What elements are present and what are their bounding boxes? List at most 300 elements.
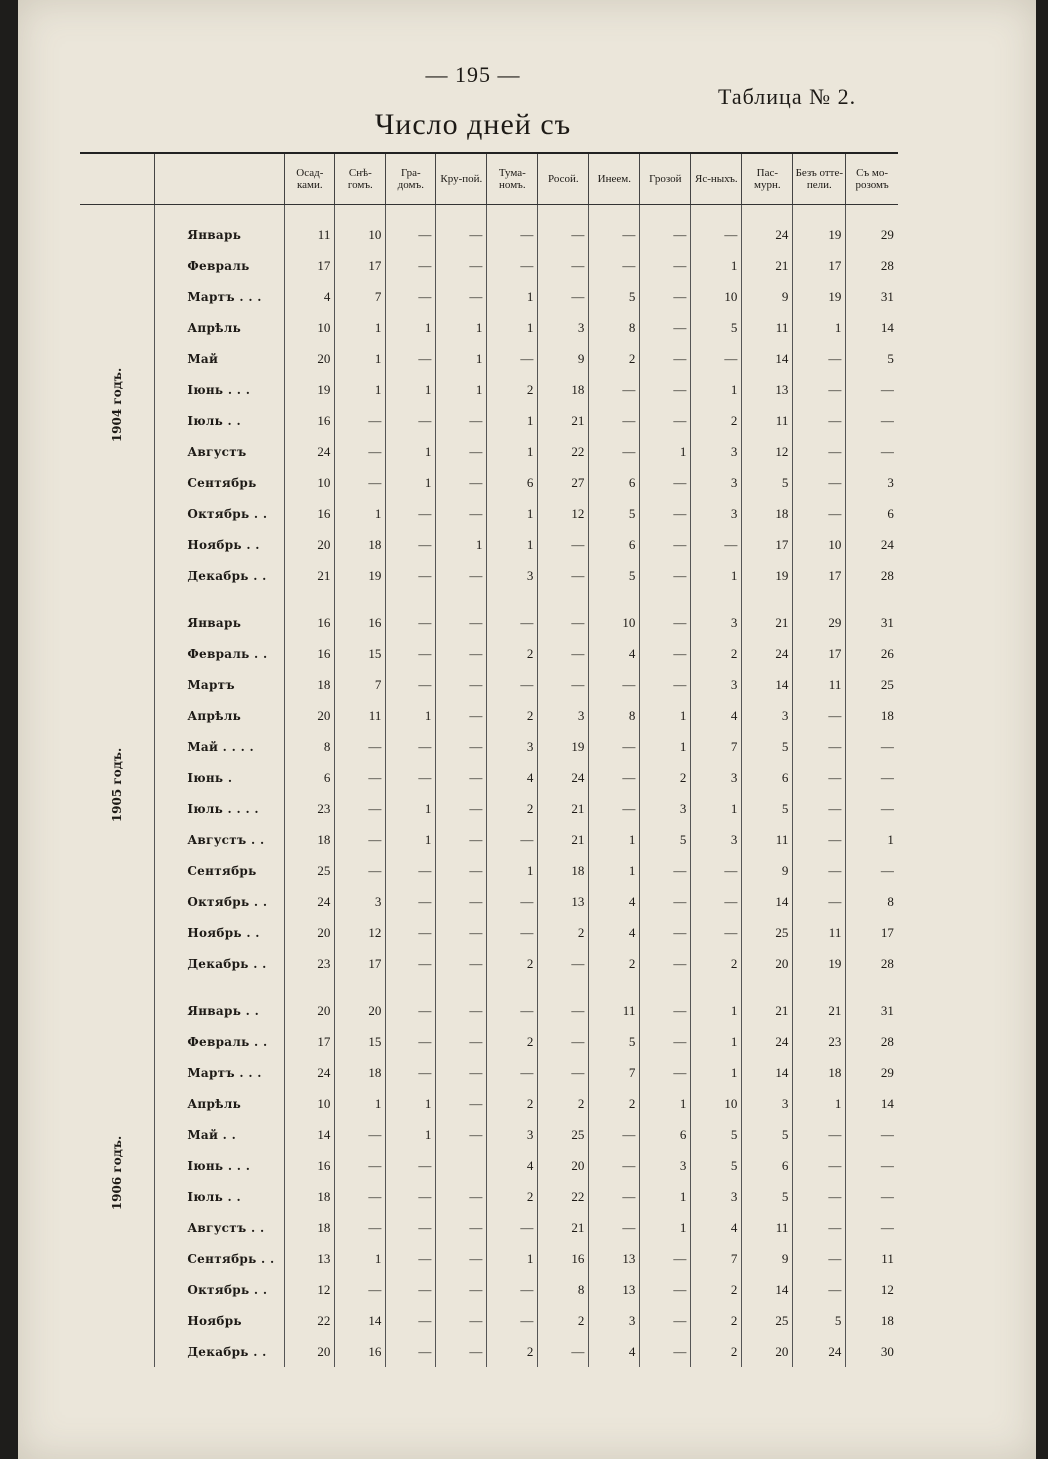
- value-cell: —: [846, 1150, 898, 1181]
- value-cell: 5: [846, 343, 898, 374]
- value-cell: 21: [538, 405, 589, 436]
- value-cell: —: [335, 436, 386, 467]
- value-cell: —: [487, 343, 538, 374]
- value-cell: —: [538, 529, 589, 560]
- value-cell: —: [793, 1243, 846, 1274]
- value-cell: —: [589, 1212, 640, 1243]
- value-cell: —: [846, 762, 898, 793]
- value-cell: 3: [487, 731, 538, 762]
- value-cell: 19: [793, 281, 846, 312]
- value-cell: —: [589, 205, 640, 251]
- value-cell: 17: [846, 917, 898, 948]
- value-cell: —: [487, 591, 538, 638]
- value-cell: —: [538, 205, 589, 251]
- value-cell: 2: [487, 948, 538, 979]
- value-cell: —: [436, 886, 487, 917]
- value-cell: 24: [742, 205, 793, 251]
- value-cell: —: [436, 560, 487, 591]
- value-cell: —: [386, 1243, 436, 1274]
- column-header: Инеем.: [589, 153, 640, 205]
- table-row: [80, 205, 898, 251]
- value-cell: —: [538, 669, 589, 700]
- value-cell: —: [386, 1057, 436, 1088]
- value-cell: —: [436, 436, 487, 467]
- value-cell: 14: [742, 1057, 793, 1088]
- month-cell: Декабрь . .: [155, 948, 285, 979]
- value-cell: 1: [846, 824, 898, 855]
- value-cell: 1: [386, 793, 436, 824]
- column-header: Гра-домъ.: [386, 153, 436, 205]
- value-cell: 19: [538, 731, 589, 762]
- month-cell: Ноябрь: [155, 1305, 285, 1336]
- table-row: [80, 979, 898, 1026]
- value-cell: 3: [691, 824, 742, 855]
- table-row: [80, 1119, 898, 1150]
- value-cell: 16: [285, 498, 335, 529]
- table-row: [80, 312, 898, 343]
- value-cell: —: [335, 405, 386, 436]
- month-cell: Февраль . .: [155, 638, 285, 669]
- value-cell: 19: [335, 560, 386, 591]
- header-row: [80, 153, 898, 205]
- value-cell: —: [538, 1026, 589, 1057]
- value-cell: —: [589, 250, 640, 281]
- value-cell: 21: [742, 591, 793, 638]
- table-body: [80, 205, 898, 1368]
- value-cell: —: [386, 731, 436, 762]
- value-cell: 20: [742, 1336, 793, 1367]
- value-cell: 17: [793, 638, 846, 669]
- value-cell: 18: [285, 1181, 335, 1212]
- value-cell: 11: [589, 979, 640, 1026]
- table-row: [80, 591, 898, 638]
- value-cell: 16: [285, 638, 335, 669]
- value-cell: —: [589, 669, 640, 700]
- value-cell: 2: [487, 793, 538, 824]
- value-cell: —: [691, 205, 742, 251]
- value-cell: 21: [742, 979, 793, 1026]
- month-cell: Іюль . . . .: [155, 793, 285, 824]
- value-cell: 20: [742, 948, 793, 979]
- value-cell: —: [487, 250, 538, 281]
- value-cell: 17: [335, 250, 386, 281]
- value-cell: 1: [436, 529, 487, 560]
- value-cell: —: [640, 1026, 691, 1057]
- value-cell: 29: [846, 205, 898, 251]
- value-cell: 2: [487, 1181, 538, 1212]
- year-label: 1906 годъ.: [110, 1135, 125, 1211]
- value-cell: 5: [640, 824, 691, 855]
- table-row: [80, 1057, 898, 1088]
- table-row: [80, 498, 898, 529]
- page-title: Число дней съ: [374, 108, 572, 141]
- value-cell: 3: [691, 498, 742, 529]
- value-cell: —: [691, 855, 742, 886]
- month-cell: Апрѣль: [155, 700, 285, 731]
- value-cell: 5: [691, 312, 742, 343]
- value-cell: 1: [691, 560, 742, 591]
- value-cell: 20: [285, 979, 335, 1026]
- value-cell: 7: [589, 1057, 640, 1088]
- value-cell: 20: [285, 1336, 335, 1367]
- value-cell: 5: [589, 1026, 640, 1057]
- value-cell: —: [691, 343, 742, 374]
- value-cell: 6: [846, 498, 898, 529]
- value-cell: 6: [285, 762, 335, 793]
- value-cell: 31: [846, 281, 898, 312]
- value-cell: 3: [335, 886, 386, 917]
- value-cell: —: [436, 1119, 487, 1150]
- value-cell: —: [691, 886, 742, 917]
- value-cell: 16: [285, 591, 335, 638]
- value-cell: —: [589, 405, 640, 436]
- table-row: [80, 824, 898, 855]
- value-cell: —: [386, 638, 436, 669]
- value-cell: 24: [285, 1057, 335, 1088]
- value-cell: 22: [538, 1181, 589, 1212]
- value-cell: —: [691, 917, 742, 948]
- value-cell: 1: [436, 343, 487, 374]
- value-cell: —: [386, 498, 436, 529]
- month-cell: Мартъ . . .: [155, 281, 285, 312]
- value-cell: 24: [285, 436, 335, 467]
- value-cell: —: [386, 1150, 436, 1181]
- table-row: [80, 1243, 898, 1274]
- value-cell: —: [589, 436, 640, 467]
- value-cell: 20: [538, 1150, 589, 1181]
- value-cell: —: [335, 1181, 386, 1212]
- value-cell: —: [386, 669, 436, 700]
- value-cell: 18: [846, 700, 898, 731]
- value-cell: 2: [691, 405, 742, 436]
- month-cell: Ноябрь . .: [155, 917, 285, 948]
- column-header: Съ мо-розомъ: [846, 153, 898, 205]
- value-cell: 5: [589, 281, 640, 312]
- value-cell: —: [386, 917, 436, 948]
- value-cell: 31: [846, 979, 898, 1026]
- value-cell: —: [589, 731, 640, 762]
- value-cell: 8: [589, 700, 640, 731]
- table-row: [80, 948, 898, 979]
- value-cell: 18: [285, 669, 335, 700]
- value-cell: 4: [487, 1150, 538, 1181]
- value-cell: —: [640, 638, 691, 669]
- value-cell: 1: [436, 374, 487, 405]
- value-cell: 1: [640, 700, 691, 731]
- value-cell: 4: [589, 886, 640, 917]
- table-row: [80, 700, 898, 731]
- value-cell: —: [846, 436, 898, 467]
- value-cell: 8: [589, 312, 640, 343]
- value-cell: [436, 1150, 487, 1181]
- table-row: [80, 467, 898, 498]
- value-cell: —: [335, 1274, 386, 1305]
- value-cell: 21: [742, 250, 793, 281]
- month-cell: Мартъ . . .: [155, 1057, 285, 1088]
- value-cell: 5: [691, 1150, 742, 1181]
- value-cell: —: [538, 591, 589, 638]
- column-header: Снѣ-гомъ.: [335, 153, 386, 205]
- value-cell: 14: [846, 312, 898, 343]
- value-cell: 11: [335, 700, 386, 731]
- column-header: Осад-ками.: [285, 153, 335, 205]
- value-cell: 18: [793, 1057, 846, 1088]
- value-cell: —: [640, 855, 691, 886]
- value-cell: 17: [793, 560, 846, 591]
- month-cell: Февраль: [155, 250, 285, 281]
- column-header: Кру-пой.: [436, 153, 487, 205]
- value-cell: 13: [285, 1243, 335, 1274]
- table-row: [80, 250, 898, 281]
- value-cell: —: [846, 731, 898, 762]
- table-row: [80, 405, 898, 436]
- value-cell: 1: [691, 250, 742, 281]
- value-cell: —: [436, 948, 487, 979]
- value-cell: —: [487, 1057, 538, 1088]
- year-cell: [80, 205, 155, 592]
- year-label: 1905 годъ.: [110, 747, 125, 823]
- value-cell: 1: [335, 312, 386, 343]
- value-cell: 1: [487, 1243, 538, 1274]
- year-label: 1904 годъ.: [110, 367, 125, 443]
- value-cell: 1: [386, 1088, 436, 1119]
- value-cell: 12: [335, 917, 386, 948]
- value-cell: —: [589, 762, 640, 793]
- value-cell: —: [846, 1181, 898, 1212]
- value-cell: 28: [846, 1026, 898, 1057]
- value-cell: 1: [691, 374, 742, 405]
- value-cell: 29: [846, 1057, 898, 1088]
- value-cell: 6: [742, 762, 793, 793]
- month-cell: Августъ: [155, 436, 285, 467]
- value-cell: —: [589, 1150, 640, 1181]
- value-cell: —: [436, 250, 487, 281]
- value-cell: 11: [742, 1212, 793, 1243]
- value-cell: —: [436, 1243, 487, 1274]
- value-cell: 27: [538, 467, 589, 498]
- value-cell: 16: [335, 1336, 386, 1367]
- value-cell: —: [335, 824, 386, 855]
- value-cell: —: [640, 917, 691, 948]
- value-cell: 21: [538, 824, 589, 855]
- value-cell: 1: [335, 343, 386, 374]
- value-cell: 3: [487, 1119, 538, 1150]
- value-cell: 6: [487, 467, 538, 498]
- value-cell: 25: [742, 1305, 793, 1336]
- value-cell: 21: [793, 979, 846, 1026]
- weather-days-table: [80, 152, 898, 1367]
- value-cell: 11: [793, 669, 846, 700]
- value-cell: 2: [487, 1336, 538, 1367]
- value-cell: 19: [285, 374, 335, 405]
- value-cell: —: [335, 793, 386, 824]
- value-cell: 14: [285, 1119, 335, 1150]
- value-cell: 10: [285, 1088, 335, 1119]
- value-cell: 17: [335, 948, 386, 979]
- table-row: [80, 1026, 898, 1057]
- value-cell: —: [386, 886, 436, 917]
- value-cell: 15: [335, 638, 386, 669]
- value-cell: 29: [793, 591, 846, 638]
- month-cell: Іюль . .: [155, 1181, 285, 1212]
- value-cell: 9: [742, 1243, 793, 1274]
- value-cell: 1: [487, 312, 538, 343]
- value-cell: —: [487, 1305, 538, 1336]
- value-cell: —: [640, 979, 691, 1026]
- value-cell: —: [538, 979, 589, 1026]
- value-cell: —: [386, 762, 436, 793]
- value-cell: 10: [285, 312, 335, 343]
- value-cell: 3: [691, 591, 742, 638]
- column-header: Тума-номъ.: [487, 153, 538, 205]
- table-row: [80, 731, 898, 762]
- table-row: [80, 560, 898, 591]
- table-row: [80, 281, 898, 312]
- table-number: Таблица № 2.: [718, 84, 857, 109]
- value-cell: 19: [793, 948, 846, 979]
- value-cell: 3: [846, 467, 898, 498]
- value-cell: —: [386, 1274, 436, 1305]
- month-cell: Апрѣль: [155, 312, 285, 343]
- value-cell: 1: [487, 281, 538, 312]
- value-cell: 1: [335, 1243, 386, 1274]
- value-cell: —: [487, 824, 538, 855]
- table-row: [80, 886, 898, 917]
- value-cell: 19: [742, 560, 793, 591]
- value-cell: 3: [742, 700, 793, 731]
- value-cell: 20: [285, 700, 335, 731]
- value-cell: 3: [691, 762, 742, 793]
- month-cell: Ноябрь . .: [155, 529, 285, 560]
- value-cell: —: [386, 979, 436, 1026]
- value-cell: 1: [487, 498, 538, 529]
- value-cell: —: [386, 1336, 436, 1367]
- table-row: [80, 1150, 898, 1181]
- value-cell: 13: [538, 886, 589, 917]
- value-cell: —: [386, 205, 436, 251]
- header-month-cell: [155, 153, 285, 205]
- month-cell: Январь: [155, 205, 285, 251]
- value-cell: 2: [487, 374, 538, 405]
- value-cell: 1: [335, 498, 386, 529]
- value-cell: —: [436, 917, 487, 948]
- value-cell: 10: [691, 1088, 742, 1119]
- value-cell: 1: [487, 855, 538, 886]
- value-cell: 4: [285, 281, 335, 312]
- value-cell: 5: [691, 1119, 742, 1150]
- value-cell: —: [386, 250, 436, 281]
- value-cell: —: [386, 1181, 436, 1212]
- column-header: Росой.: [538, 153, 589, 205]
- value-cell: 2: [691, 1274, 742, 1305]
- month-cell: Апрѣль: [155, 1088, 285, 1119]
- value-cell: 13: [589, 1243, 640, 1274]
- value-cell: —: [386, 560, 436, 591]
- value-cell: —: [793, 793, 846, 824]
- value-cell: —: [436, 591, 487, 638]
- value-cell: —: [640, 948, 691, 979]
- value-cell: 5: [742, 731, 793, 762]
- table-row: [80, 1274, 898, 1305]
- value-cell: —: [386, 855, 436, 886]
- value-cell: —: [640, 1243, 691, 1274]
- value-cell: —: [640, 205, 691, 251]
- table-row: [80, 1336, 898, 1367]
- value-cell: —: [640, 669, 691, 700]
- value-cell: —: [386, 529, 436, 560]
- year-cell: [80, 591, 155, 979]
- value-cell: —: [436, 281, 487, 312]
- value-cell: 21: [285, 560, 335, 591]
- value-cell: —: [589, 793, 640, 824]
- value-cell: 16: [538, 1243, 589, 1274]
- value-cell: 5: [742, 1181, 793, 1212]
- value-cell: —: [436, 824, 487, 855]
- month-cell: Іюль . .: [155, 405, 285, 436]
- month-cell: Декабрь . .: [155, 560, 285, 591]
- value-cell: —: [436, 669, 487, 700]
- value-cell: —: [793, 436, 846, 467]
- value-cell: 11: [742, 405, 793, 436]
- value-cell: 1: [386, 1119, 436, 1150]
- value-cell: 1: [487, 436, 538, 467]
- value-cell: 17: [742, 529, 793, 560]
- value-cell: —: [640, 467, 691, 498]
- value-cell: —: [640, 374, 691, 405]
- value-cell: 24: [538, 762, 589, 793]
- value-cell: 16: [285, 405, 335, 436]
- value-cell: —: [793, 855, 846, 886]
- value-cell: —: [386, 948, 436, 979]
- value-cell: —: [793, 824, 846, 855]
- value-cell: 19: [793, 205, 846, 251]
- value-cell: —: [793, 731, 846, 762]
- value-cell: —: [589, 1181, 640, 1212]
- value-cell: 1: [386, 700, 436, 731]
- value-cell: —: [793, 1181, 846, 1212]
- value-cell: —: [640, 886, 691, 917]
- value-cell: 1: [386, 824, 436, 855]
- value-cell: 22: [538, 436, 589, 467]
- column-header: Пас-мурн.: [742, 153, 793, 205]
- value-cell: 4: [589, 1336, 640, 1367]
- value-cell: 22: [285, 1305, 335, 1336]
- value-cell: 2: [691, 1305, 742, 1336]
- value-cell: 23: [285, 793, 335, 824]
- value-cell: —: [335, 855, 386, 886]
- value-cell: 14: [742, 886, 793, 917]
- value-cell: —: [538, 948, 589, 979]
- value-cell: 18: [742, 498, 793, 529]
- value-cell: 1: [335, 374, 386, 405]
- table-row: [80, 343, 898, 374]
- month-cell: Май . . . .: [155, 731, 285, 762]
- value-cell: 5: [793, 1305, 846, 1336]
- value-cell: 8: [285, 731, 335, 762]
- month-cell: Августъ . .: [155, 1212, 285, 1243]
- column-header: Яс-ныхъ.: [691, 153, 742, 205]
- value-cell: —: [436, 1212, 487, 1243]
- value-cell: —: [846, 855, 898, 886]
- value-cell: —: [640, 312, 691, 343]
- value-cell: —: [436, 855, 487, 886]
- value-cell: —: [640, 343, 691, 374]
- value-cell: 24: [742, 638, 793, 669]
- value-cell: —: [436, 979, 487, 1026]
- value-cell: 5: [589, 498, 640, 529]
- value-cell: 25: [538, 1119, 589, 1150]
- value-cell: 1: [640, 1088, 691, 1119]
